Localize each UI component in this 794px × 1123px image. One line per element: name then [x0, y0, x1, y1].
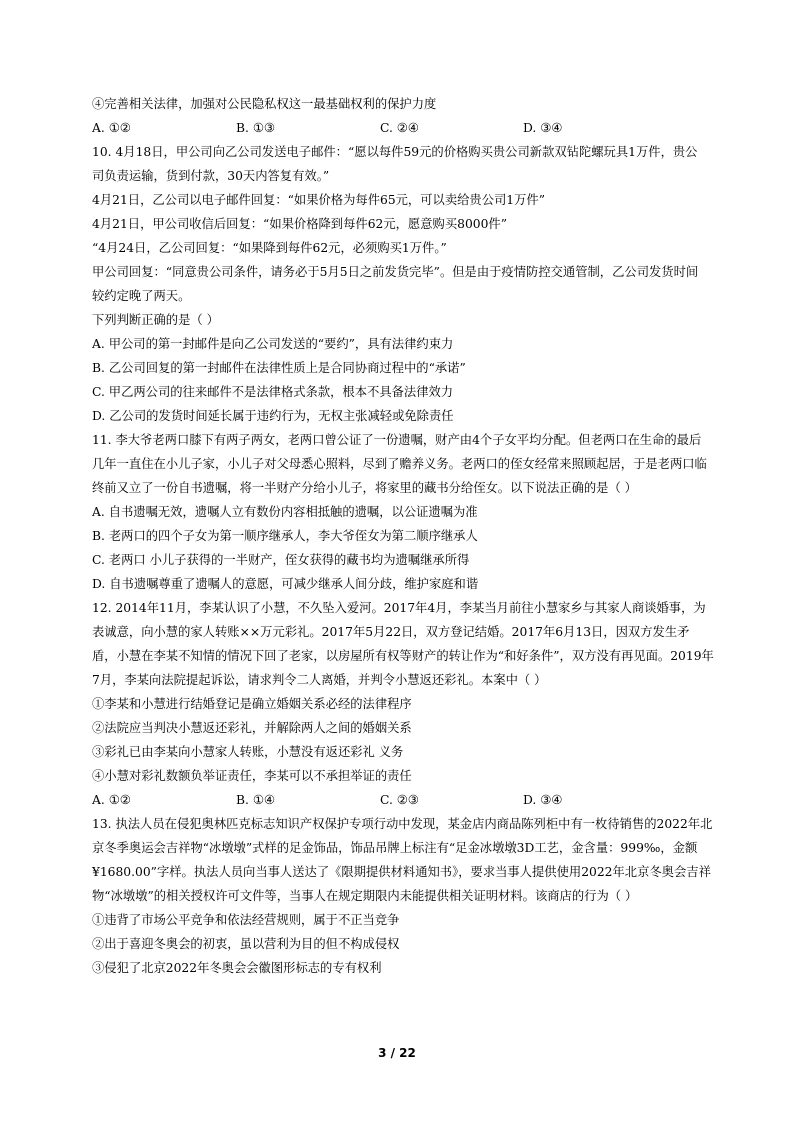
q11-option-d: D. 自书遗嘱尊重了遗嘱人的意愿，可减少继承人间分歧，维护家庭和谐: [92, 577, 479, 591]
q10-stem-line: 司负责运输，货到付款，30天内答复有效。”: [92, 169, 330, 183]
q11-stem-line: 11. 李大爷老两口膝下有两子两女，老两口曾公证了一份遗嘱，财产由4个子女平均分配。但老两口在生命的最后: [92, 433, 702, 447]
q11-stem-line: 终前又立了一份自书遗嘱，将一半财产分给小儿子，将家里的藏书分给侄女。以下说法正确的是（ ）: [92, 481, 637, 495]
q10-stem-line: 较约定晚了两天。: [92, 289, 191, 303]
q12-statement-3: ③彩礼已由李某向小慧家人转账，小慧没有返还彩礼 义务: [92, 745, 404, 759]
q10-stem-line: 4月21日，甲公司收信后回复：“如果价格降到每件62元，愿意购买8000件”: [92, 217, 508, 231]
q12-stem-line: 表诚意，向小慧的家人转账××万元彩礼。2017年5月22日，双方登记结婚。2017年6月13日，因双方发生矛: [92, 625, 690, 639]
q9-option-c: C. ②④: [380, 121, 419, 135]
q10-prompt: 下列判断正确的是（ ）: [92, 313, 219, 327]
q13-stem-line: ¥1680.00”字样。执法人员向当事人送达了《限期提供材料通知书》，要求当事人提供使用2022年北京冬奥会吉祥: [92, 865, 711, 879]
q11-stem-line: 几年一直住在小儿子家，小儿子对父母悉心照料，尽到了赡养义务。老两口的侄女经常来照顾起居，于是老两口临: [92, 457, 707, 471]
q12-options: [92, 792, 716, 808]
q12-stem-line: 12. 2014年11月，李某认识了小慧，不久坠入爱河。2017年4月，李某当月前往小慧家乡与其家人商谈婚事，为: [92, 601, 706, 615]
q11-option-c: C. 老两口 小儿子获得的一半财产，侄女获得的藏书均为遗嘱继承所得: [92, 553, 470, 567]
q12-option-a: A. ①②: [92, 793, 131, 807]
q13-statement-2: ②出于喜迎冬奥会的初衷，虽以营利为目的但不构成侵权: [92, 937, 400, 951]
q10-stem-line: 甲公司回复：“同意贵公司条件，请务必于5月5日之前发货完毕”。但是由于疫情防控交通管制，乙公司发货时间: [92, 265, 699, 279]
q13-stem-line: 物“冰墩墩”的相关授权许可文件等，当事人在规定期限内未能提供相关证明材料。该商店的行为（ ）: [92, 889, 638, 903]
q9-options: [92, 120, 716, 136]
q11-option-a: A. 自书遗嘱无效，遗嘱人立有数份内容相抵触的遗嘱，以公证遗嘱为准: [92, 505, 478, 519]
q12-statement-4: ④小慧对彩礼数额负举证责任，李某可以不承担举证的责任: [92, 769, 412, 783]
q13-statement-3: ③侵犯了北京2022年冬奥会会徽图形标志的专有权利: [92, 961, 382, 975]
q12-statement-1: ①李某和小慧进行结婚登记是确立婚姻关系必经的法律程序: [92, 697, 412, 711]
q12-stem-line: 7月，李某向法院提起诉讼，请求判令二人离婚，并判令小慧返还彩礼。本案中（ ）: [92, 673, 547, 687]
q10-option-d: D. 乙公司的发货时间延长属于违约行为，无权主张减轻或免除责任: [92, 409, 454, 423]
q10-stem-line: “4月24日，乙公司回复：“如果降到每件62元，必须购买1万件。”: [92, 241, 447, 255]
q12-option-b: B. ①④: [236, 793, 275, 807]
q9-option-d: D. ③④: [523, 121, 563, 135]
q11-option-b: B. 老两口的四个子女为第一顺序继承人，李大爷侄女为第二顺序继承人: [92, 529, 478, 543]
q12-statement-2: ②法院应当判决小慧返还彩礼，并解除两人之间的婚姻关系: [92, 721, 412, 735]
q10-option-a: A. 甲公司的第一封邮件是向乙公司发送的“要约”，具有法律约束力: [92, 337, 454, 351]
q12-option-c: C. ②③: [380, 793, 419, 807]
q13-stem-line: 京冬季奥运会吉祥物“冰墩墩”式样的足金饰品，饰品吊牌上标注有“足金冰墩墩3D工艺，金含量：999‰，金额: [92, 841, 698, 855]
q9-statement-4: ④完善相关法律，加强对公民隐私权这一最基础权利的保护力度: [92, 97, 437, 111]
q13-stem-line: 13. 执法人员在侵犯奥林匹克标志知识产权保护专项行动中发现，某金店内商品陈列柜中有一枚待销售的2022年北: [92, 817, 713, 831]
q10-option-b: B. 乙公司回复的第一封邮件在法律性质上是合同协商过程中的“承诺”: [92, 361, 466, 375]
q10-option-c: C. 甲乙两公司的往来邮件不是法律格式条款，根本不具备法律效力: [92, 385, 454, 399]
q13-statement-1: ①违背了市场公平竞争和依法经营规则，属于不正当竞争: [92, 913, 400, 927]
q10-stem-line: 4月21日，乙公司以电子邮件回复：“如果价格为每件65元，可以卖给贵公司1万件”: [92, 193, 546, 207]
q9-option-b: B. ①③: [236, 121, 275, 135]
q9-option-a: A. ①②: [92, 121, 131, 135]
q10-stem-line: 10. 4月18日，甲公司向乙公司发送电子邮件：“愿以每件59元的价格购买贵公司新款双钻陀螺玩具1万件，贵公: [92, 145, 698, 159]
q12-stem-line: 盾，小慧在李某不知情的情况下回了老家，以房屋所有权等财产的转让作为“和好条件”，双方没有再见面。2019年: [92, 649, 714, 663]
page-number: 3 / 22: [378, 1046, 416, 1060]
q12-option-d: D. ③④: [523, 793, 563, 807]
